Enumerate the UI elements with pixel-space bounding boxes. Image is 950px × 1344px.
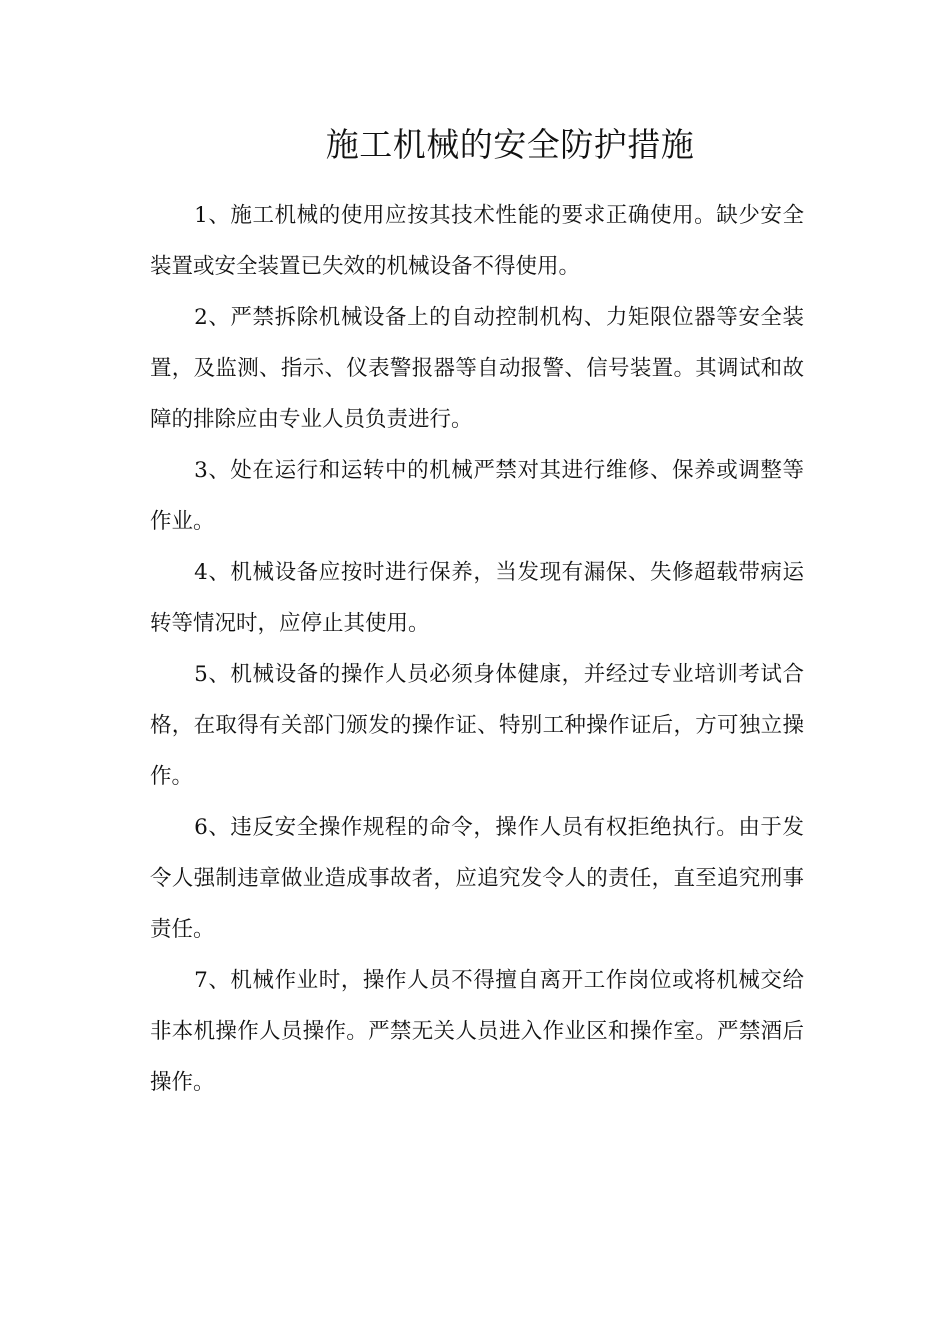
paragraph-2: 2、严禁拆除机械设备上的自动控制机构、力矩限位器等安全装置，及监测、指示、仪表警报器等自动报警、信号装置。其调试和故障的排除应由专业人员负责进行。: [150, 305, 804, 432]
paragraph-3: 3、处在运行和运转中的机械严禁对其进行维修、保养或调整等作业。: [150, 458, 804, 534]
paragraph-6: 6、违反安全操作规程的命令，操作人员有权拒绝执行。由于发令人强制违章做业造成事故者，应追究发令人的责任，直至追究刑事责任。: [150, 815, 804, 942]
document-body: [150, 190, 804, 1108]
paragraph-1: 1、施工机械的使用应按其技术性能的要求正确使用。缺少安全装置或安全装置已失效的机械设备不得使用。: [150, 203, 804, 279]
page-title: 施工机械的安全防护措施: [325, 125, 695, 164]
paragraph-7: 7、机械作业时，操作人员不得擅自离开工作岗位或将机械交给非本机操作人员操作。严禁无关人员进入作业区和操作室。严禁酒后操作。: [150, 968, 804, 1095]
paragraph-5: 5、机械设备的操作人员必须身体健康，并经过专业培训考试合格，在取得有关部门颁发的操作证、特别工种操作证后，方可独立操作。: [150, 662, 804, 789]
paragraph-4: 4、机械设备应按时进行保养，当发现有漏保、失修超载带病运转等情况时，应停止其使用。: [150, 560, 804, 636]
